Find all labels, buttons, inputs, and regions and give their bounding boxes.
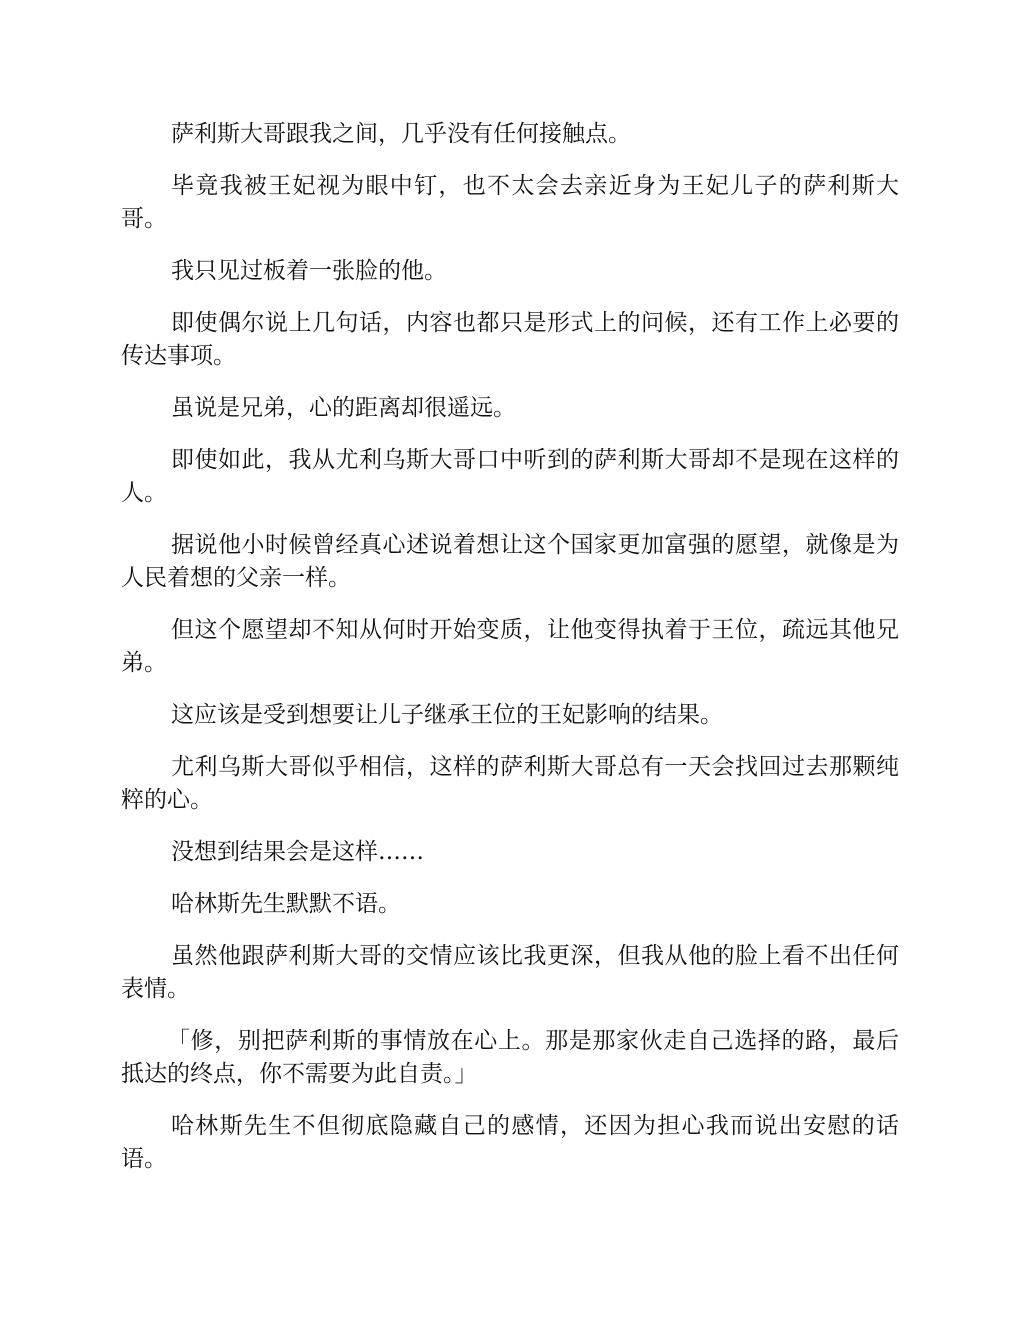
paragraph-15: 哈林斯先生不但彻底隐藏自己的感情，还因为担心我而说出安慰的话语。 [121, 1113, 899, 1172]
dialogue-paragraph: 「修，别把萨利斯的事情放在心上。那是那家伙走自己选择的路，最后抵达的终点，你不需要为此自责。」 [121, 1028, 899, 1087]
paragraph-2: 毕竟我被王妃视为眼中钉，也不太会去亲近身为王妃儿子的萨利斯大哥。 [121, 173, 899, 232]
paragraph-7: 据说他小时候曾经真心述说着想让这个国家更加富强的愿望，就像是为人民着想的父亲一样。 [121, 532, 899, 591]
paragraph-8: 但这个愿望却不知从何时开始变质，让他变得执着于王位，疏远其他兄弟。 [121, 617, 899, 676]
paragraph-10: 尤利乌斯大哥似乎相信，这样的萨利斯大哥总有一天会找回过去那颗纯粹的心。 [121, 754, 899, 813]
paragraph-9: 这应该是受到想要让儿子继承王位的王妃影响的结果。 [171, 702, 723, 728]
paragraph-4: 即使偶尔说上几句话，内容也都只是形式上的问候，还有工作上必要的传达事项。 [121, 310, 899, 369]
paragraph-3: 我只见过板着一张脸的他。 [171, 258, 447, 284]
paragraph-5: 虽说是兄弟，心的距离却很遥远。 [171, 395, 516, 421]
paragraph-13: 虽然他跟萨利斯大哥的交情应该比我更深，但我从他的脸上看不出任何表情。 [121, 943, 899, 1002]
document-page [121, 118, 899, 1195]
paragraph-11: 没想到结果会是这样…… [171, 839, 424, 865]
paragraph-12: 哈林斯先生默默不语。 [171, 891, 401, 917]
paragraph-1: 萨利斯大哥跟我之间，几乎没有任何接触点。 [171, 121, 631, 147]
paragraph-6: 即使如此，我从尤利乌斯大哥口中听到的萨利斯大哥却不是现在这样的人。 [121, 447, 899, 506]
